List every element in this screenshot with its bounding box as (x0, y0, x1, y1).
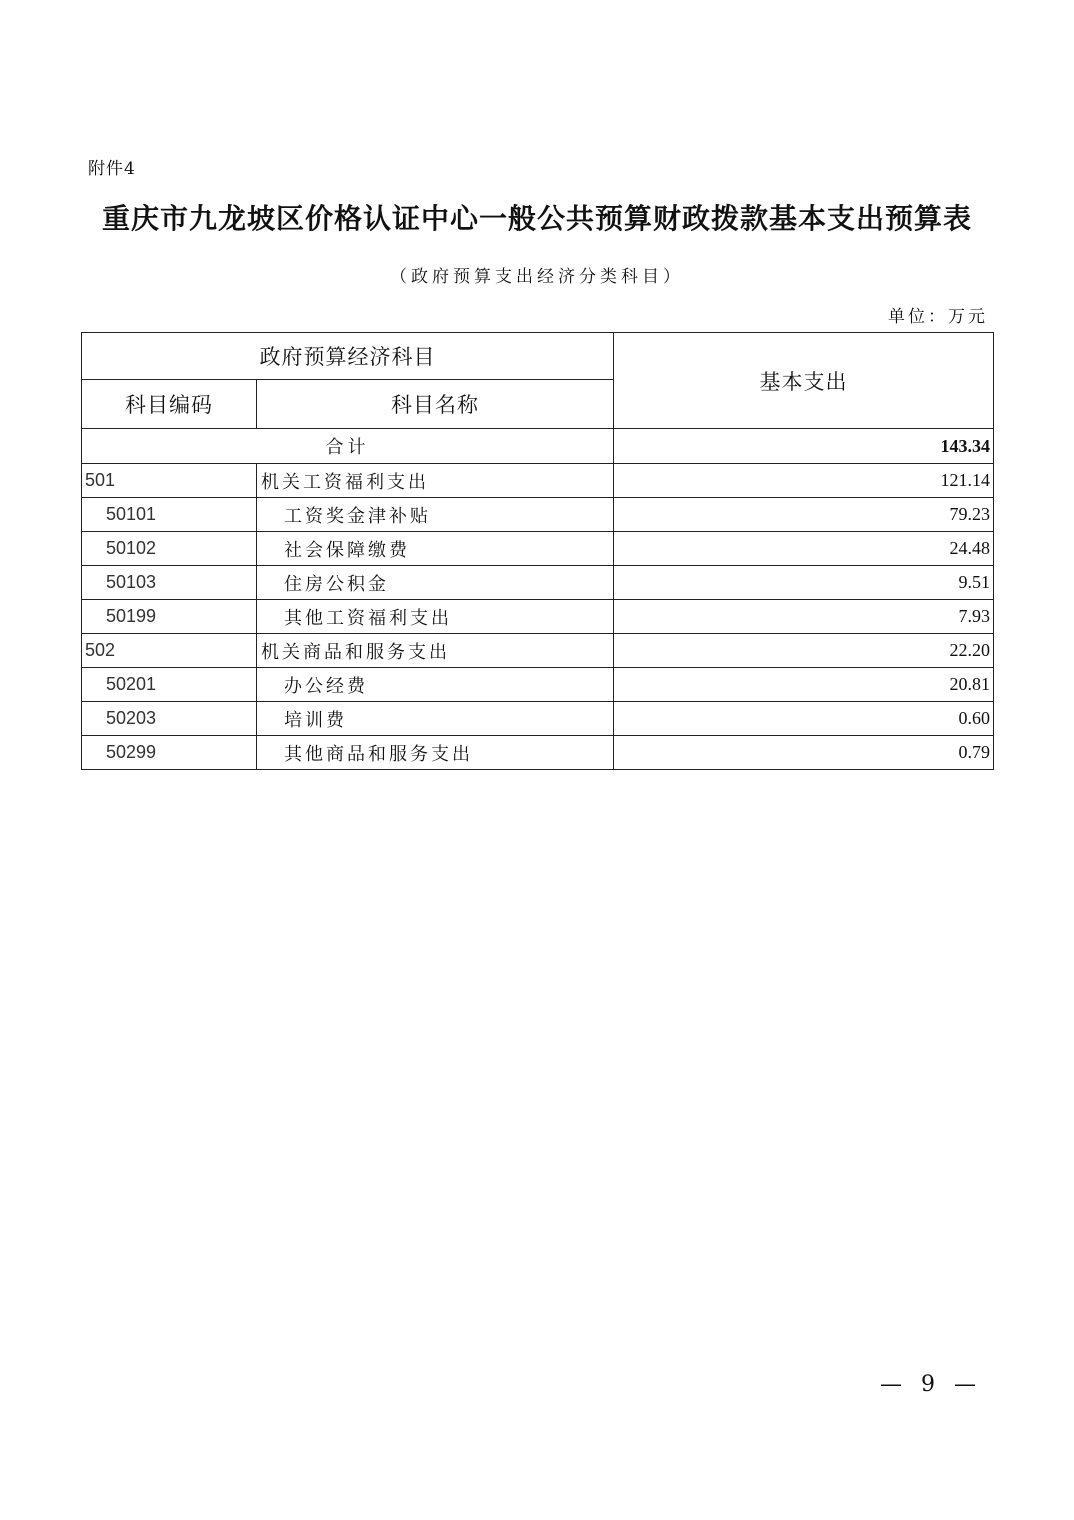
subject-value: 9.51 (614, 566, 994, 600)
subject-code: 501 (82, 464, 257, 498)
subject-name: 社会保障缴费 (257, 532, 614, 566)
subject-code: 50102 (82, 532, 257, 566)
subject-name: 工资奖金津补贴 (257, 498, 614, 532)
subject-name: 机关工资福利支出 (257, 464, 614, 498)
subject-code: 50201 (82, 668, 257, 702)
total-label: 合计 (82, 429, 614, 464)
subject-value: 121.14 (614, 464, 994, 498)
subject-value: 0.60 (614, 702, 994, 736)
header-subject-code: 科目编码 (82, 380, 257, 429)
table-row (82, 702, 994, 736)
budget-table (81, 332, 994, 770)
subject-value: 79.23 (614, 498, 994, 532)
subject-value: 20.81 (614, 668, 994, 702)
subject-code: 50101 (82, 498, 257, 532)
subject-code: 50299 (82, 736, 257, 770)
subject-name: 住房公积金 (257, 566, 614, 600)
header-economic-subject: 政府预算经济科目 (82, 333, 614, 380)
table-row (82, 668, 994, 702)
subject-value: 0.79 (614, 736, 994, 770)
subject-code: 50103 (82, 566, 257, 600)
page-number: — 9 — (880, 1372, 982, 1397)
subject-name: 其他商品和服务支出 (257, 736, 614, 770)
subject-name: 机关商品和服务支出 (257, 634, 614, 668)
header-subject-name: 科目名称 (257, 380, 614, 429)
table-row (82, 498, 994, 532)
table-row (82, 736, 994, 770)
subject-name: 培训费 (257, 702, 614, 736)
attachment-label: 附件4 (88, 159, 136, 179)
subject-value: 24.48 (614, 532, 994, 566)
document-subtitle: （政府预算支出经济分类科目） (390, 267, 684, 287)
subject-code: 50203 (82, 702, 257, 736)
subject-name: 办公经费 (257, 668, 614, 702)
table-row (82, 566, 994, 600)
table-row (82, 634, 994, 668)
subject-code: 50199 (82, 600, 257, 634)
subject-value: 22.20 (614, 634, 994, 668)
subject-name: 其他工资福利支出 (257, 600, 614, 634)
table-row (82, 600, 994, 634)
unit-label: 单位：万元 (888, 307, 988, 327)
subject-value: 7.93 (614, 600, 994, 634)
table-row (82, 532, 994, 566)
subject-code: 502 (82, 634, 257, 668)
table-row (82, 464, 994, 498)
table-body (82, 429, 994, 770)
header-basic-expenditure: 基本支出 (614, 333, 994, 429)
document-title: 重庆市九龙坡区价格认证中心一般公共预算财政拨款基本支出预算表 (101, 202, 972, 235)
total-value: 143.34 (614, 429, 994, 464)
